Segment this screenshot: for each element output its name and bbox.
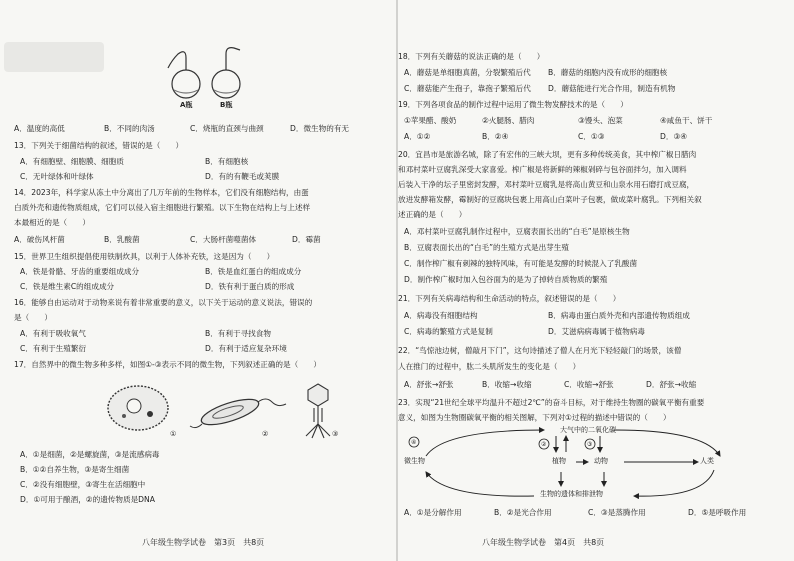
q17-option-b: B．①②自养生物，③是寄生细菌: [20, 465, 130, 474]
q14-option-d: D．霉菌: [292, 235, 321, 244]
right-page: [398, 0, 794, 561]
human-to-co2-arrow: [614, 430, 720, 456]
q16-line-2: 是（ ）: [14, 313, 52, 322]
q12-option-a: A．温度的高低: [14, 124, 65, 133]
right-page-footer: 八年级生物学试卷 第4页 共8页: [482, 538, 605, 547]
q18-option-d: D．蘑菇能进行光合作用，制造有机物: [548, 84, 676, 93]
decomposer-to-co2-arrow: [426, 430, 547, 456]
q21-option-d: D．艾滋病病毒属于植物病毒: [548, 327, 645, 336]
yeast-cell-icon: [108, 386, 168, 430]
q23-line-1: 23．实现“21世纪全球平均温升不超过2℃”的奋斗目标，对于维持生物圈的碳氧平衡有重要: [398, 398, 705, 407]
diagram-decomposer-label: 微生物: [404, 457, 425, 465]
q21-stem: 21．下列有关病毒结构和生命活动的特点，叙述错误的是（ ）: [398, 294, 621, 303]
q13-option-b: B．有细胞核: [205, 157, 249, 166]
q14-option-a: A．破伤风杆菌: [14, 235, 65, 244]
q23-line-2: 意义，如图为生物圈碳氧平衡的相关图解，下列对①过程的描述中错误的（ ）: [398, 413, 671, 422]
q19-item-2: ②火腿肠、腊肉: [482, 116, 535, 125]
q15-option-a: A．铁是骨骼、牙齿的重要组成成分: [20, 267, 140, 276]
diagram-human-label: 人类: [700, 457, 714, 465]
q14-option-c: C．大肠杆菌噬菌体: [190, 235, 257, 244]
q16-line-1: 16．能够自由运动对于动物来说有着非常重要的意义，以下关于运动的意义说法，错误的: [14, 298, 313, 307]
q12-option-d: D．微生物的有无: [290, 124, 350, 133]
q19-item-3: ③馒头、泡菜: [578, 116, 623, 125]
flask-a-icon: [168, 52, 200, 98]
q18-stem: 18．下列有关蘑菇的说法正确的是（ ）: [398, 52, 545, 61]
q13-option-c: C．无叶绿体和叶绿体: [20, 172, 94, 181]
q20-option-c: C．制作榨广椒有刺辣的独特风味，有可能是发酵的时候混入了乳酸菌: [404, 259, 638, 268]
q12-option-b: B．不同的肉汤: [104, 124, 155, 133]
q17-option-a: A．①是细菌，②是螺旋菌，③是流感病毒: [20, 450, 160, 459]
q14-option-b: B．乳酸菌: [104, 235, 140, 244]
q17-microbe-figure: [90, 380, 350, 442]
q18-option-b: B．蘑菇的细胞内没有成形的细胞核: [548, 68, 668, 77]
diagram-animal-label: 动物: [594, 457, 608, 465]
q19-stem: 19．下列各项食品的制作过程中运用了微生物发酵技术的是（ ）: [398, 100, 628, 109]
bacterium-icon: [190, 394, 286, 430]
q16-option-d: D．有利于适应复杂环境: [205, 344, 287, 353]
bacteriophage-icon: [306, 384, 330, 438]
q14-line-3: 本最相近的是（ ）: [14, 218, 90, 227]
diagram-co2-label: 大气中的二氧化碳: [560, 426, 616, 434]
q18-option-a: A．蘑菇是单细胞真菌，分裂繁殖后代: [404, 68, 531, 77]
q20-option-a: A．邓村菜叶豆腐乳制作过程中，豆腐表面长出的“白毛”是原核生物: [404, 227, 630, 236]
q21-option-b: B．病毒由蛋白质外壳和内部遗传物质组成: [548, 311, 690, 320]
flask-figure: [160, 44, 260, 114]
q23-option-d: D．⑤是呼吸作用: [688, 508, 747, 517]
q16-option-c: C．有利于生殖繁衍: [20, 344, 87, 353]
q15-option-c: C．铁是维生素C的组成成分: [20, 282, 115, 291]
q21-option-a: A．病毒没有细胞结构: [404, 311, 478, 320]
q20-line-1: 20．宜昌市是旅游名城，除了有宏伟的三峡大坝，更有多种传统美食，其中榨广椒日腊肉: [398, 150, 697, 159]
flask-b-label: B瓶: [220, 101, 233, 109]
q13-option-a: A．有细胞壁、细胞膜、细胞质: [20, 157, 124, 166]
diagram-circle-2: ②: [541, 441, 547, 448]
q19-item-1: ①苹果醋、酸奶: [404, 116, 457, 125]
q19-option-d: D．③④: [660, 132, 688, 141]
q17-option-d: D．①可用于酿酒，②的遗传物质是DNA: [20, 495, 155, 504]
q14-line-2: 白质外壳和遗传物质组成，它们可以侵入宿主细胞进行繁殖。以下生物在结构上与上述样: [14, 203, 311, 212]
q14-line-1: 14．2023年，科学家从冻土中分离出了几万年前的生物样本，它们没有细胞结构，由蛋: [14, 188, 309, 197]
q17-figure-label-2: ②: [262, 430, 269, 438]
q12-option-c: C．烧瓶的直颈与曲颈: [190, 124, 264, 133]
q20-option-d: D．制作榨广椒时加入包谷面为的是为了掉转自质物质的繁殖: [404, 275, 608, 284]
flask-b-icon: [212, 48, 240, 98]
q15-option-b: B．铁是血红蛋白的组成成分: [205, 267, 302, 276]
q20-line-2: 和邓村菜叶豆腐乳深受大家喜爱。榨广椒是将新鲜的辣椒剁碎与包谷面拌匀，加入调料: [398, 165, 687, 174]
q22-line-1: 22．“鸟惊池边树，僧敲月下门”，这句诗描述了僧人在月光下轻轻敲门的场景，该僧: [398, 346, 682, 355]
left-page-footer: 八年级生物学试卷 第3页 共8页: [142, 538, 265, 547]
flask-a-label: A瓶: [180, 101, 193, 109]
q19-option-b: B．②④: [482, 132, 509, 141]
q20-option-b: B．豆腐表面长出的“白毛”的生殖方式是出芽生殖: [404, 243, 569, 252]
diagram-plant-label: 植物: [552, 457, 566, 465]
q20-line-3: 后装入干净的坛子里密封发酵，邓村菜叶豆腐乳是将高山黄豆和山泉水用石磨打成豆腐，: [398, 180, 695, 189]
q18-option-c: C．蘑菇能产生孢子，靠孢子繁殖后代: [404, 84, 531, 93]
q16-option-b: B．有利于寻找食物: [205, 329, 271, 338]
scan-smudge: [4, 42, 104, 72]
q16-option-a: A．有利于吸收氧气: [20, 329, 86, 338]
q17-figure-label-1: ①: [170, 430, 177, 438]
q22-option-c: C．收缩→舒张: [564, 380, 614, 389]
q22-option-d: D．舒张→收缩: [646, 380, 697, 389]
diagram-circle-3: ③: [587, 441, 593, 448]
q23-option-c: C．③是蒸腾作用: [588, 508, 646, 517]
q13-stem: 13．下列关于细菌结构的叙述，错误的是（ ）: [14, 141, 184, 150]
left-page: [0, 0, 396, 561]
q13-option-d: D．有的有鞭毛或荚膜: [205, 172, 280, 181]
q23-option-b: B．②是光合作用: [494, 508, 552, 517]
q17-stem: 17．自然界中的微生物多种多样，如图①-③表示不同的微生物，下列叙述正确的是（ ）: [14, 360, 321, 369]
q17-option-c: C．②没有细胞壁，③寄生在活细胞中: [20, 480, 146, 489]
q22-option-b: B．收缩→收缩: [482, 380, 532, 389]
q22-option-a: A．舒张→舒张: [404, 380, 454, 389]
q20-line-4: 放进发酵箱发酵，霉制好的豆腐块包裹上用高山白菜叶子包裹，做成菜叶腐乳。下列相关叙: [398, 195, 702, 204]
q21-option-c: C．病毒的繁殖方式是复制: [404, 327, 493, 336]
q19-option-c: C．①③: [578, 132, 605, 141]
q19-option-a: A．①②: [404, 132, 431, 141]
diagram-circle-4: ④: [411, 439, 417, 446]
q20-line-5: 述正确的是（ ）: [398, 210, 467, 219]
q22-line-2: 人在推门的过程中，肱二头肌所发生的变化是（ ）: [398, 362, 581, 371]
q15-stem: 15．世界卫生组织提倡使用铁制炊具，以利于人体补充铁，这是因为（ ）: [14, 252, 275, 261]
q15-option-d: D．铁有利于蛋白质的形成: [205, 282, 295, 291]
diagram-remains-label: 生物的遗体和排泄物: [540, 490, 603, 498]
q17-figure-label-3: ③: [332, 430, 339, 438]
q19-item-4: ④咸鱼干、饼干: [660, 116, 713, 125]
q23-option-a: A．①是分解作用: [404, 508, 462, 517]
